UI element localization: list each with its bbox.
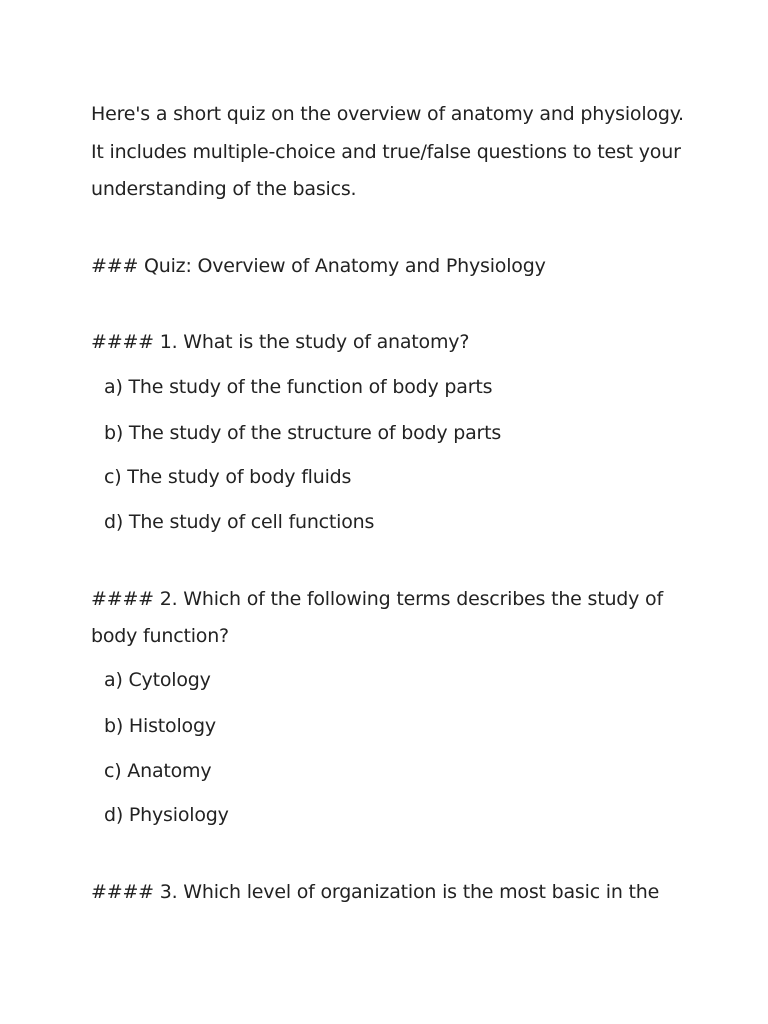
intro-line-1: Here's a short quiz on the overview of anatomy and physiology.	[91, 103, 684, 125]
question-1-option-b: b) The study of the structure of body parts	[104, 422, 502, 444]
question-1-heading: #### 1. What is the study of anatomy?	[91, 331, 470, 353]
intro-line-2: It includes multiple-choice and true/false questions to test your	[91, 141, 681, 163]
question-2-heading-line-2: body function?	[91, 625, 229, 647]
question-2-option-a: a) Cytology	[104, 669, 211, 691]
intro-line-3: understanding of the basics.	[91, 178, 357, 200]
quiz-heading: ### Quiz: Overview of Anatomy and Physiology	[91, 255, 546, 277]
question-2-option-d: d) Physiology	[104, 804, 229, 826]
question-2-option-c: c) Anatomy	[104, 760, 212, 782]
question-2-option-b: b) Histology	[104, 715, 216, 737]
question-1-option-a: a) The study of the function of body parts	[104, 376, 493, 398]
question-2-heading-line-1: #### 2. Which of the following terms describes the study of	[91, 588, 663, 610]
question-3-heading: #### 3. Which level of organization is the most basic in the	[91, 881, 660, 903]
question-1-option-d: d) The study of cell functions	[104, 511, 375, 533]
question-1-option-c: c) The study of body fluids	[104, 466, 352, 488]
